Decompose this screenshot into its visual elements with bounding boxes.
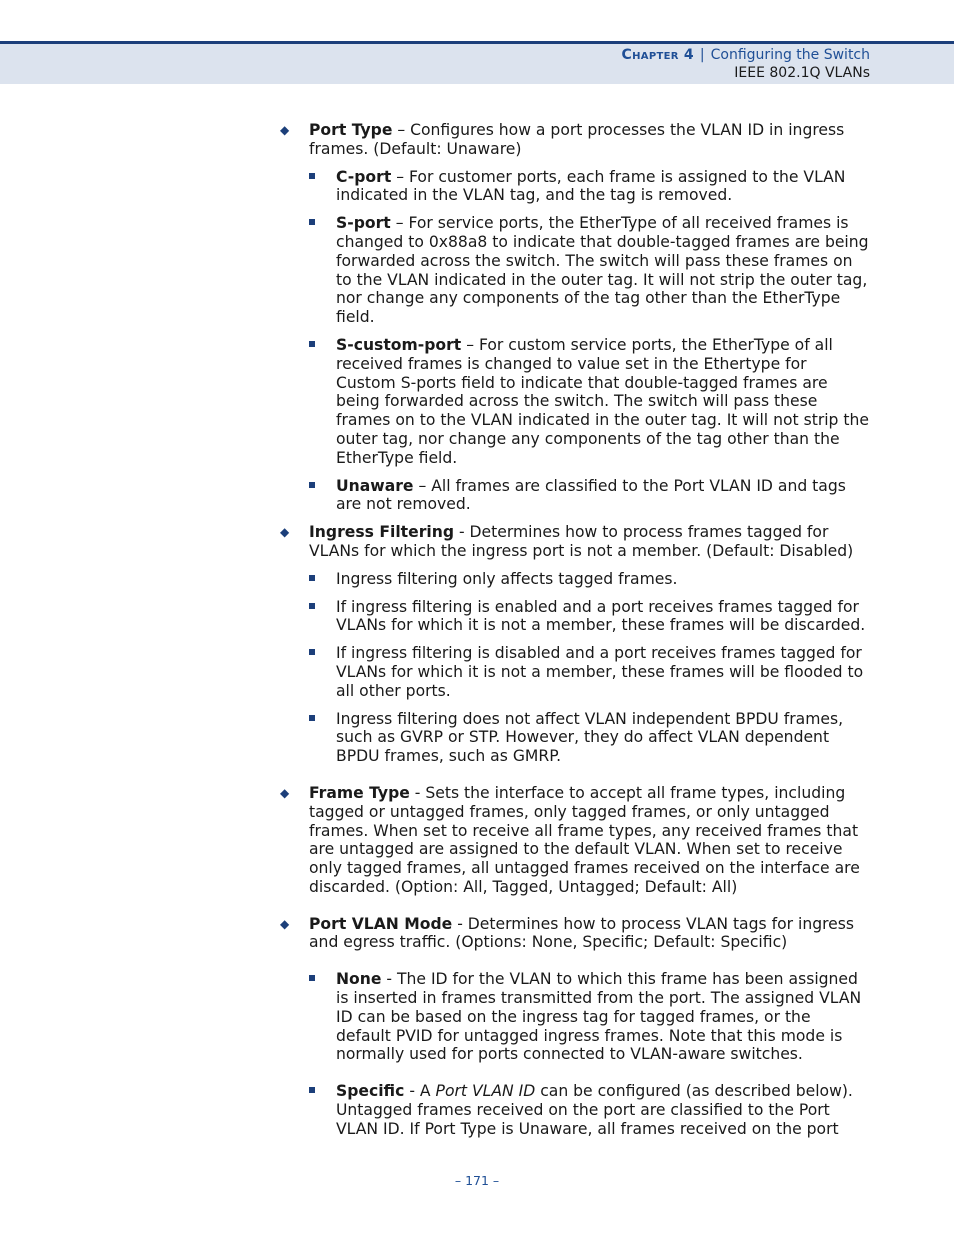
list-item-ingress-filtering [280,523,870,561]
term: Port VLAN Mode [309,914,453,933]
sub-item-c-port [280,168,870,206]
page-body [280,121,870,1148]
description-part-a: - A [404,1082,436,1101]
sub-item-specific [280,1082,870,1138]
square-bullet-icon [309,1087,315,1093]
section-title: IEEE 802.1Q VLANs [734,65,870,81]
term: S-custom-port [336,335,462,354]
term: Frame Type [309,783,410,802]
sub-item [280,570,870,589]
term: Port Type [309,121,393,139]
description-part-b: can be configured (as described below). Untagged frames received on the port are classified to the Port VLAN ID. If Port Type is Unaware, all frames received on the port [336,1082,853,1138]
square-bullet-icon [309,575,315,581]
list-item-port-type [280,121,870,159]
sub-item-s-custom-port [280,336,870,468]
description: – For service ports, the EtherType of all received frames is changed to 0x88a8 to indicate that double-tagged frames are being forwarded across the switch. The switch will pass these frames on to the VLAN indicated in the outer tag. It will not strip the outer tag, nor change any components of the tag other than the EtherType field. [336,214,869,327]
sub-item-none [280,970,870,1064]
diamond-bullet-icon: ◆ [280,916,290,931]
description: – For custom service ports, the EtherType of all received frames is changed to value set in the Ethertype for Custom S-ports field to indicate that double-tagged frames are being forwarded across the switch. The switch will pass these frames on to the VLAN indicated in the outer tag. It will not strip the outer tag, nor change any components of the tag other than the EtherType field. [336,335,870,467]
description: – All frames are classified to the Port VLAN ID and tags are not removed. [336,476,846,514]
term: None [336,970,382,989]
square-bullet-icon [309,715,315,721]
term: Specific [336,1082,405,1101]
square-bullet-icon [309,603,315,609]
diamond-bullet-icon: ◆ [280,525,290,540]
italic-term: Port VLAN ID [435,1082,536,1101]
sub-item [280,644,870,700]
description: Ingress filtering only affects tagged frames. [336,569,678,588]
sub-item-unaware [280,477,870,515]
description: If ingress filtering is enabled and a port receives frames tagged for VLANs for which it is not a member, these frames will be discarded. [336,597,866,635]
description: - Sets the interface to accept all frame types, including tagged or untagged frames, only tagged frames, or only untagged frames. When set to receive all frame types, any received frames that are untagged are assigned to the default VLAN. When set to receive only tagged frames, all untagged frames received on the interface are discarded. (Option: All, Tagged, Untagged; Default: All) [309,783,860,896]
description: If ingress filtering is disabled and a port receives frames tagged for VLANs for which it is not a member, these frames will be flooded to all other ports. [336,644,864,700]
chapter-label: Chapter 4 [621,47,694,63]
description: – Configures how a port processes the VLAN ID in ingress frames. (Default: Unaware) [309,121,845,158]
term: S-port [336,214,391,233]
sub-item [280,710,870,766]
page-number: – 171 – [454,1173,500,1188]
description: Ingress filtering does not affect VLAN independent BPDU frames, such as GVRP or STP. However, they do affect VLAN dependent BPDU frames, such as GMRP. [336,709,844,766]
term: Ingress Filtering [309,523,454,542]
term: C-port [336,167,392,186]
description: - Determines how to process frames tagged for VLANs for which the ingress port is not a member. (Default: Disabled) [309,523,854,560]
diamond-bullet-icon: ◆ [280,123,290,137]
description: – For customer ports, each frame is assigned to the VLAN indicated in the VLAN tag, and the tag is removed. [336,167,846,205]
square-bullet-icon [309,649,315,655]
sub-item-s-port [280,214,870,327]
list-item-port-vlan-mode [280,915,870,953]
header-separator: | [699,47,705,63]
square-bullet-icon [309,341,315,347]
description: - The ID for the VLAN to which this frame has been assigned is inserted in frames transmitted from the port. The assigned VLAN ID can be based on the ingress tag for tagged frames, or the default PVID for untagged ingress frames. Note that this mode is normally used for ports connected to VLAN-aware switches. [336,970,862,1064]
sub-item [280,598,870,636]
square-bullet-icon [309,219,315,225]
header-chapter-line [622,47,870,63]
term: Unaware [336,476,414,495]
description: - Determines how to process VLAN tags for ingress and egress traffic. (Options: None, Specific; Default: Specific) [309,914,855,952]
diamond-bullet-icon: ◆ [280,785,290,800]
list-item-frame-type [280,784,870,897]
square-bullet-icon [309,173,315,179]
square-bullet-icon [309,975,315,981]
square-bullet-icon [309,482,315,488]
chapter-title: Configuring the Switch [710,47,870,63]
running-header [0,41,954,84]
